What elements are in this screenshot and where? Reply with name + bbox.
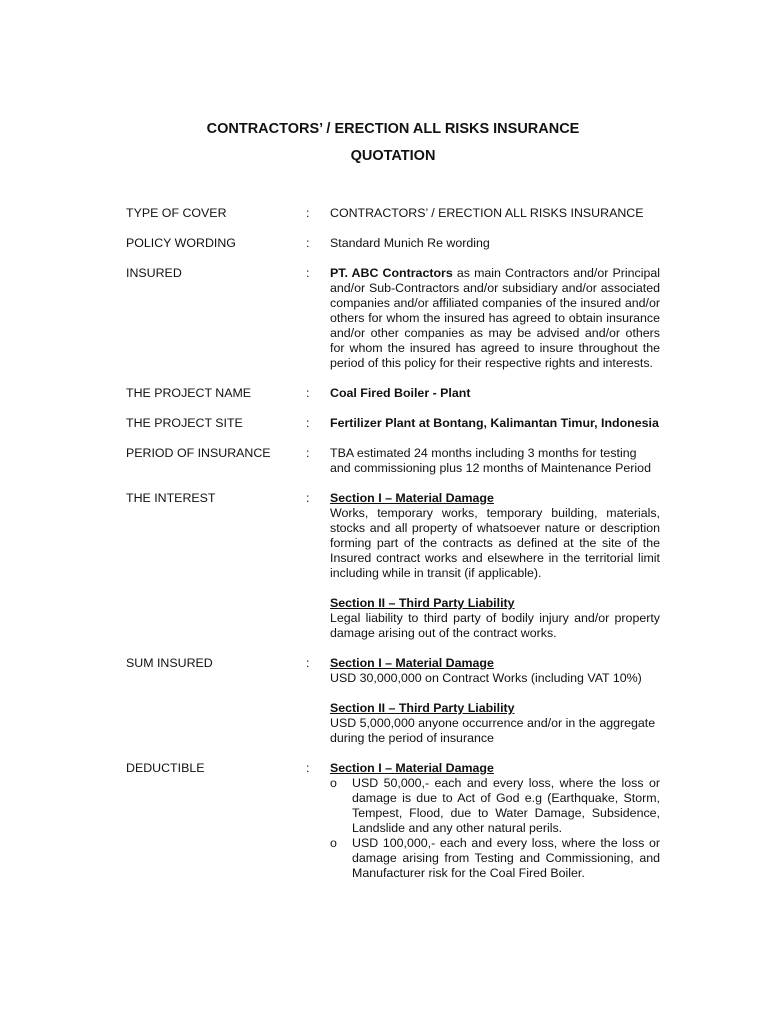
bullet-icon: o	[330, 836, 337, 850]
row-value: CONTRACTORS’ / ERECTION ALL RISKS INSURANCE	[330, 206, 644, 220]
section-heading: Section II – Third Party Liability	[330, 596, 515, 610]
row-period-of-insurance	[126, 446, 666, 476]
row-type-of-cover	[126, 206, 666, 221]
row-label: SUM INSURED	[126, 656, 213, 670]
row-separator: :	[306, 761, 310, 775]
row-label: INSURED	[126, 266, 182, 280]
section-heading: Section I – Material Damage	[330, 491, 494, 505]
row-label: TYPE OF COVER	[126, 206, 227, 220]
row-value	[330, 491, 660, 641]
row-separator: :	[306, 491, 310, 505]
list-item	[330, 836, 660, 881]
row-the-interest	[126, 491, 666, 641]
spacer	[330, 686, 660, 701]
row-project-name	[126, 386, 666, 401]
quotation-table	[126, 206, 666, 896]
row-separator: :	[306, 266, 310, 280]
row-insured	[126, 266, 666, 371]
row-value: TBA estimated 24 months including 3 months for testing and commissioning plus 12 months of Maintenance Period	[330, 446, 651, 475]
row-label: THE PROJECT NAME	[126, 386, 252, 400]
row-label: DEDUCTIBLE	[126, 761, 205, 775]
row-label: POLICY WORDING	[126, 236, 236, 250]
section-text: Works, temporary works, temporary building, materials, stocks and all property of whatsoever nature or description forming part of the contracts as defined at the site of the Insured contract works and elsewhere in the territorial limit including while in transit (if applicable).	[330, 506, 660, 580]
row-value	[330, 656, 660, 746]
row-sum-insured	[126, 656, 666, 746]
row-separator: :	[306, 656, 310, 670]
row-value: Fertilizer Plant at Bontang, Kalimantan Timur, Indonesia	[330, 416, 659, 430]
list-item-text: USD 50,000,- each and every loss, where the loss or damage is due to Act of God e.g (Earthquake, Storm, Tempest, Flood, due to Water Damage, Subsidence, Landslide and any other natural perils.	[352, 776, 660, 835]
section-heading: Section I – Material Damage	[330, 656, 494, 670]
document-subtitle: QUOTATION	[350, 148, 436, 164]
row-value	[330, 266, 660, 371]
list-item	[330, 776, 660, 836]
section-text: Legal liability to third party of bodily injury and/or property damage arising out of the contract works.	[330, 611, 660, 640]
row-label: THE PROJECT SITE	[126, 416, 243, 430]
row-separator: :	[306, 206, 310, 220]
document-title: CONTRACTORS’ / ERECTION ALL RISKS INSURANCE	[206, 121, 580, 137]
insured-description: as main Contractors and/or Principal and/or Sub-Contractors and/or subsidiary and/or associated companies and/or affiliated companies of the insured and/or others for whom the insured has agreed to obtain insurance and/or other companies as may be advised and/or others for whom the insured has agreed to insure throughout the period of this policy for their respective rights and interests.	[330, 266, 660, 370]
insured-company-name: PT. ABC Contractors	[330, 266, 453, 280]
row-project-site	[126, 416, 666, 431]
row-separator: :	[306, 446, 310, 460]
row-label: PERIOD OF INSURANCE	[126, 446, 271, 460]
list-item-text: USD 100,000,- each and every loss, where the loss or damage arising from Testing and Commissioning, and Manufacturer risk for the Coal Fired Boiler.	[352, 836, 660, 880]
row-label: THE INTEREST	[126, 491, 216, 505]
row-separator: :	[306, 386, 310, 400]
row-value: Coal Fired Boiler - Plant	[330, 386, 471, 400]
row-value: Standard Munich Re wording	[330, 236, 490, 250]
section-text: USD 5,000,000 anyone occurrence and/or in the aggregate during the period of insurance	[330, 716, 656, 745]
row-separator: :	[306, 236, 310, 250]
section-heading: Section I – Material Damage	[330, 761, 494, 775]
row-policy-wording	[126, 236, 666, 251]
section-text: USD 30,000,000 on Contract Works (including VAT 10%)	[330, 671, 642, 685]
row-value	[330, 761, 660, 881]
deductible-list	[330, 776, 660, 881]
row-deductible	[126, 761, 666, 881]
section-heading: Section II – Third Party Liability	[330, 701, 515, 715]
spacer	[330, 581, 660, 596]
bullet-icon: o	[330, 776, 337, 790]
row-separator: :	[306, 416, 310, 430]
